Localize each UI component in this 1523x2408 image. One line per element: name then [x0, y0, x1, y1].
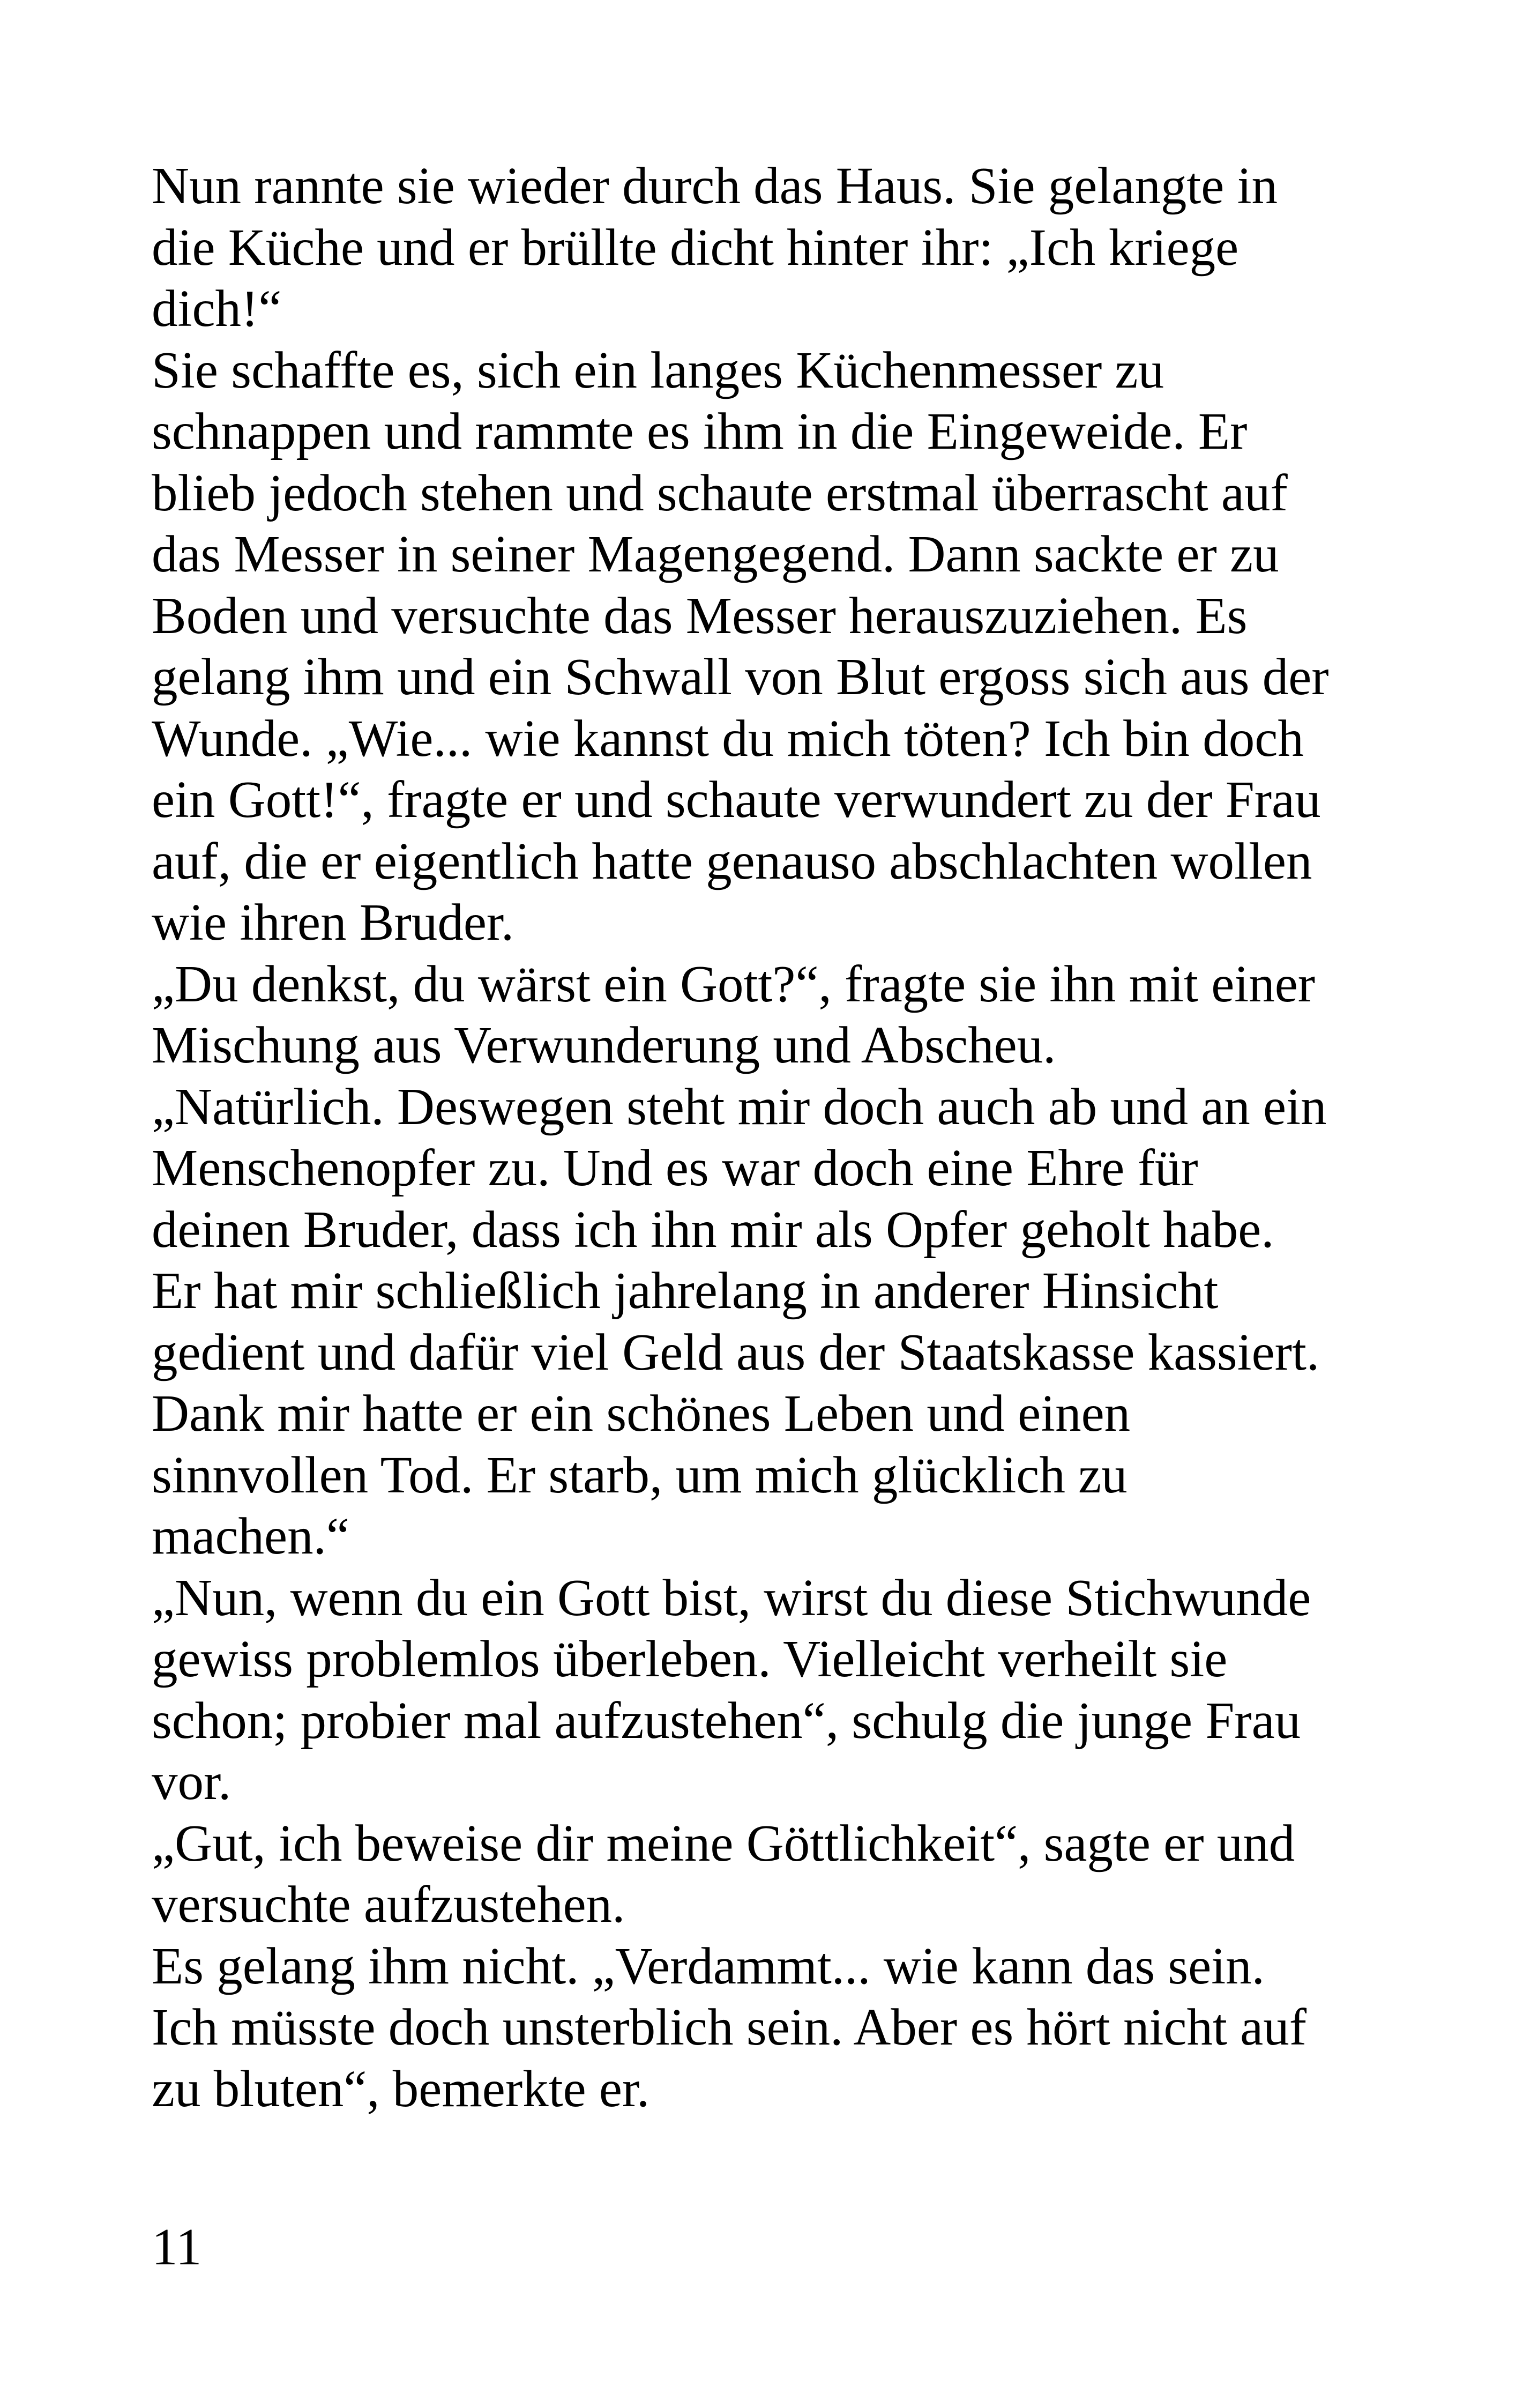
text-line: dich!“	[152, 280, 282, 337]
text-line: die Küche und er brüllte dicht hinter ihr: „Ich kriege	[152, 218, 1239, 276]
page-number: 11	[152, 2218, 202, 2276]
text-line: vor.	[152, 1753, 232, 1810]
text-line: Wunde. „Wie... wie kannst du mich töten? Ich bin doch	[152, 709, 1304, 767]
text-line: schnappen und rammte es ihm in die Eingeweide. Er	[152, 403, 1248, 460]
text-line: auf, die er eigentlich hatte genauso abschlachten wollen	[152, 832, 1312, 890]
text-line: ein Gott!“, fragte er und schaute verwundert zu der Frau	[152, 771, 1321, 828]
page-body-text	[152, 155, 1384, 2120]
text-line: „Nun, wenn du ein Gott bist, wirst du diese Stichwunde	[152, 1569, 1311, 1626]
text-line: Nun rannte sie wieder durch das Haus. Sie gelangte in	[152, 157, 1278, 214]
text-line: sinnvollen Tod. Er starb, um mich glücklich zu	[152, 1446, 1128, 1504]
text-line: Mischung aus Verwunderung und Abscheu.	[152, 1016, 1056, 1074]
text-line: Ich müsste doch unsterblich sein. Aber es hört nicht auf	[152, 1998, 1307, 2056]
text-line: zu bluten“, bemerkte er.	[152, 2060, 650, 2117]
text-line: deinen Bruder, dass ich ihn mir als Opfer geholt habe.	[152, 1200, 1274, 1258]
text-line: Dank mir hatte er ein schönes Leben und einen	[152, 1385, 1131, 1442]
text-line: „Natürlich. Deswegen steht mir doch auch ab und an ein	[152, 1077, 1327, 1135]
text-line: gelang ihm und ein Schwall von Blut ergoss sich aus der	[152, 648, 1329, 705]
text-line: wie ihren Bruder.	[152, 894, 514, 951]
text-line: „Du denkst, du wärst ein Gott?“, fragte sie ihn mit einer	[152, 955, 1316, 1013]
text-line: Es gelang ihm nicht. „Verdammt... wie kann das sein.	[152, 1937, 1265, 1995]
text-line: Sie schaffte es, sich ein langes Küchenmesser zu	[152, 341, 1164, 399]
text-line: Boden und versuchte das Messer herauszuziehen. Es	[152, 586, 1248, 644]
text-line: das Messer in seiner Magengegend. Dann sackte er zu	[152, 525, 1279, 583]
text-line: gewiss problemlos überleben. Vielleicht verheilt sie	[152, 1630, 1228, 1688]
text-line: Er hat mir schließlich jahrelang in anderer Hinsicht	[152, 1262, 1219, 1319]
text-line: schon; probier mal aufzustehen“, schulg die junge Frau	[152, 1691, 1301, 1749]
text-line: gedient und dafür viel Geld aus der Staatskasse kassiert.	[152, 1323, 1320, 1381]
text-line: versuchte aufzustehen.	[152, 1876, 625, 1933]
text-line: „Gut, ich beweise dir meine Göttlichkeit“, sagte er und	[152, 1814, 1295, 1872]
text-line: Menschenopfer zu. Und es war doch eine Ehre für	[152, 1139, 1198, 1196]
text-line: blieb jedoch stehen und schaute erstmal überrascht auf	[152, 464, 1288, 522]
text-line: machen.“	[152, 1507, 349, 1565]
